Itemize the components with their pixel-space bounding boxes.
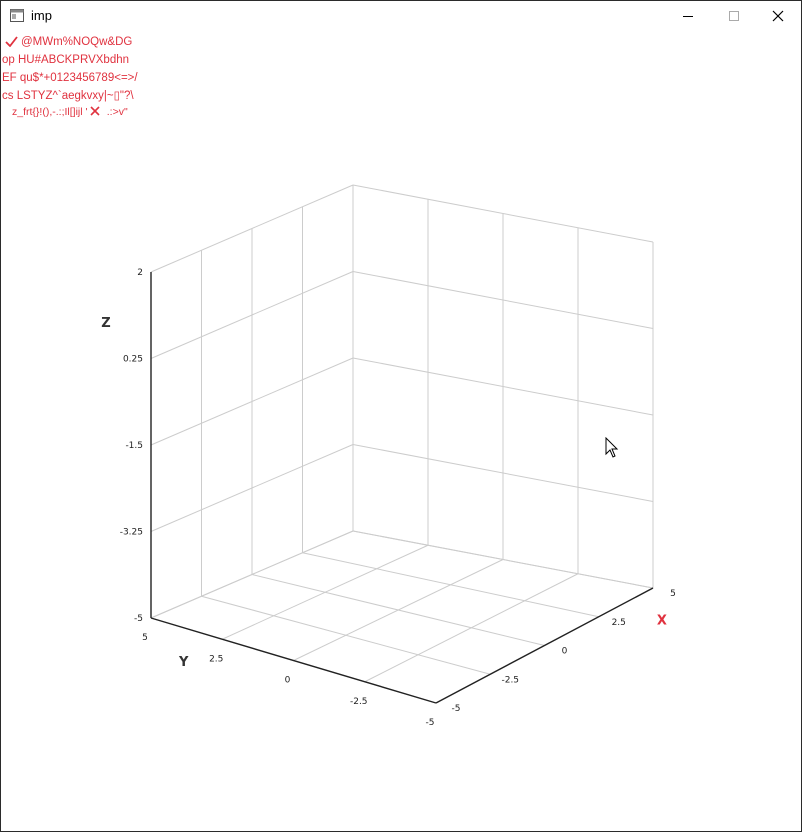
glyph-line-1-text: @MWm%NOQw&DG — [21, 36, 133, 48]
y-tick-label: -5 — [425, 718, 435, 728]
x-tick-label: 2.5 — [611, 617, 626, 628]
x-tick-label: -2.5 — [501, 675, 520, 686]
mouse-pointer-icon — [605, 437, 619, 459]
glyph-line-5-tail: .:>v" — [101, 106, 128, 118]
grid-lines — [151, 185, 653, 703]
z-tick-label: 0.25 — [122, 354, 143, 365]
y-axis-title: Y — [179, 654, 189, 670]
x-tick-label: 0 — [561, 646, 568, 657]
floor-grid-line-y — [365, 574, 578, 682]
z-tick-label: -5 — [134, 614, 143, 624]
glyph-line-4: cs LSTYZ^`aegkvxy|~▯"?\ — [2, 90, 134, 102]
z-tick-label: -1.5 — [125, 441, 143, 451]
y-tick-label: 5 — [142, 633, 148, 643]
y-tick-label: 2.5 — [209, 654, 224, 665]
x-axis-title: X — [656, 613, 667, 629]
glyph-line-2: op HU#ABCKPRVXbdhn — [2, 54, 129, 66]
plot-3d[interactable] — [1, 1, 802, 833]
x-tick-label: -5 — [451, 704, 461, 714]
z-tick-label: 2 — [137, 268, 143, 278]
window-title: imp — [31, 8, 52, 23]
y-axis-line — [151, 618, 436, 703]
y-tick-label: 0 — [284, 675, 291, 686]
floor-grid-line-y — [222, 545, 428, 639]
axis-labels — [101, 268, 676, 728]
z-axis-title: Z — [101, 315, 111, 331]
glyph-line-3: EF qu$*+0123456789<=>/ — [2, 72, 138, 84]
x-tick-label: 5 — [670, 589, 676, 599]
floor-grid-line-y — [294, 560, 504, 661]
glyph-line-5-text: z_frt{}!(),-.:;Il[]ijl ' — [12, 106, 88, 118]
z-tick-label: -3.25 — [119, 527, 143, 538]
y-tick-label: -2.5 — [349, 696, 368, 707]
